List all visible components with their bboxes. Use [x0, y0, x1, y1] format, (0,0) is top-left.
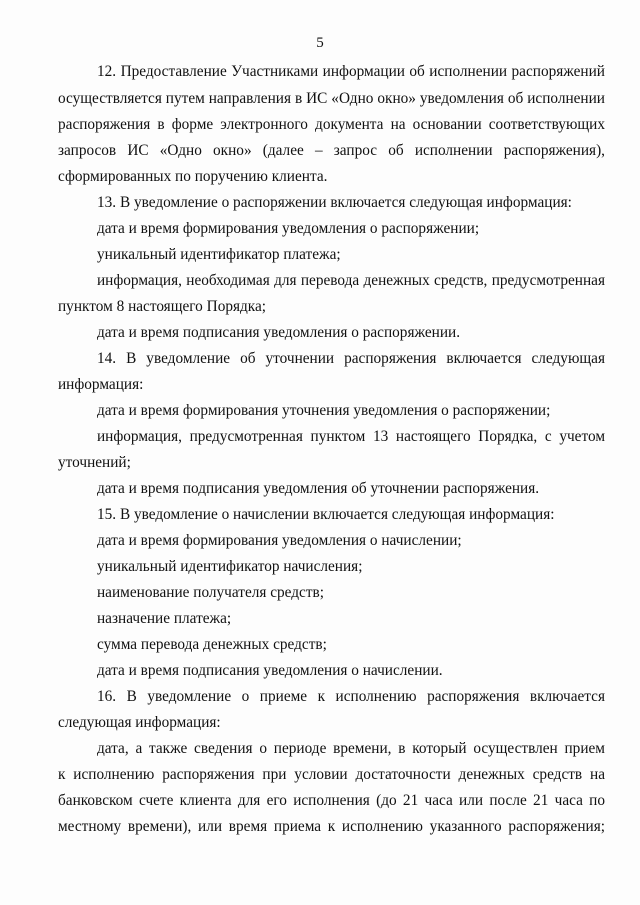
paragraph-13-heading: 13. В уведомление о распоряжении включается следующая информация: — [97, 194, 572, 211]
paragraph-14-item-2-line-1: информация, предусмотренная пунктом 13 настоящего Порядка, с учетом — [97, 428, 605, 445]
paragraph-13-item-3-line-2: пунктом 8 настоящего Порядка; — [58, 298, 267, 315]
paragraph-13-item-1: дата и время формирования уведомления о распоряжении; — [97, 220, 480, 237]
paragraph-16-item-1-line-4: местному времени), или время приема к исполнению указанного распоряжения; — [58, 818, 605, 835]
paragraph-12-line-2: осуществляется путем направления в ИС «Одно окно» уведомления об исполнении — [58, 90, 605, 107]
paragraph-15-item-5: сумма перевода денежных средств; — [97, 636, 327, 653]
paragraph-15-item-4: назначение платежа; — [97, 610, 232, 627]
paragraph-16-heading-line-1: 16. В уведомление о приеме к исполнению распоряжения включается — [97, 688, 605, 705]
paragraph-12-line-1: 12. Предоставление Участниками информации об исполнении распоряжений — [97, 63, 605, 80]
paragraph-15-item-2: уникальный идентификатор начисления; — [97, 558, 363, 575]
paragraph-15-item-3: наименование получателя средств; — [97, 584, 324, 601]
paragraph-12-line-5: сформированных по поручению клиента. — [58, 168, 328, 185]
paragraph-14-heading-line-2: информация: — [58, 376, 144, 393]
paragraph-15-item-6: дата и время подписания уведомления о начислении. — [97, 662, 443, 679]
paragraph-15-item-1: дата и время формирования уведомления о начислении; — [97, 532, 462, 549]
paragraph-14-item-1: дата и время формирования уточнения уведомления о распоряжении; — [97, 402, 551, 419]
paragraph-16-item-1-line-3: банковском счете клиента для его исполнения (до 21 часа или после 21 часа по — [58, 792, 605, 809]
paragraph-16-heading-line-2: следующая информация: — [58, 714, 221, 731]
paragraph-14-item-2-line-2: уточнений; — [58, 454, 131, 471]
paragraph-16-item-1-line-1: дата, а также сведения о периоде времени, в который осуществлен прием — [97, 740, 605, 757]
paragraph-14-item-3: дата и время подписания уведомления об уточнении распоряжения. — [97, 480, 540, 497]
paragraph-13-item-3-line-1: информация, необходимая для перевода денежных средств, предусмотренная — [97, 272, 605, 289]
paragraph-13-item-4: дата и время подписания уведомления о распоряжении. — [97, 324, 461, 341]
paragraph-16-item-1-line-2: к исполнению распоряжения при условии достаточности денежных средств на — [58, 766, 605, 783]
paragraph-12-line-4: запросов ИС «Одно окно» (далее – запрос об исполнении распоряжения), — [58, 142, 605, 159]
paragraph-13-item-2: уникальный идентификатор платежа; — [97, 246, 341, 263]
paragraph-14-heading-line-1: 14. В уведомление об уточнении распоряжения включается следующая — [97, 350, 605, 367]
paragraph-15-heading: 15. В уведомление о начислении включается следующая информация: — [97, 506, 555, 523]
paragraph-12-line-3: распоряжения в форме электронного документа на основании соответствующих — [58, 116, 605, 133]
page-number: 5 — [316, 35, 324, 51]
